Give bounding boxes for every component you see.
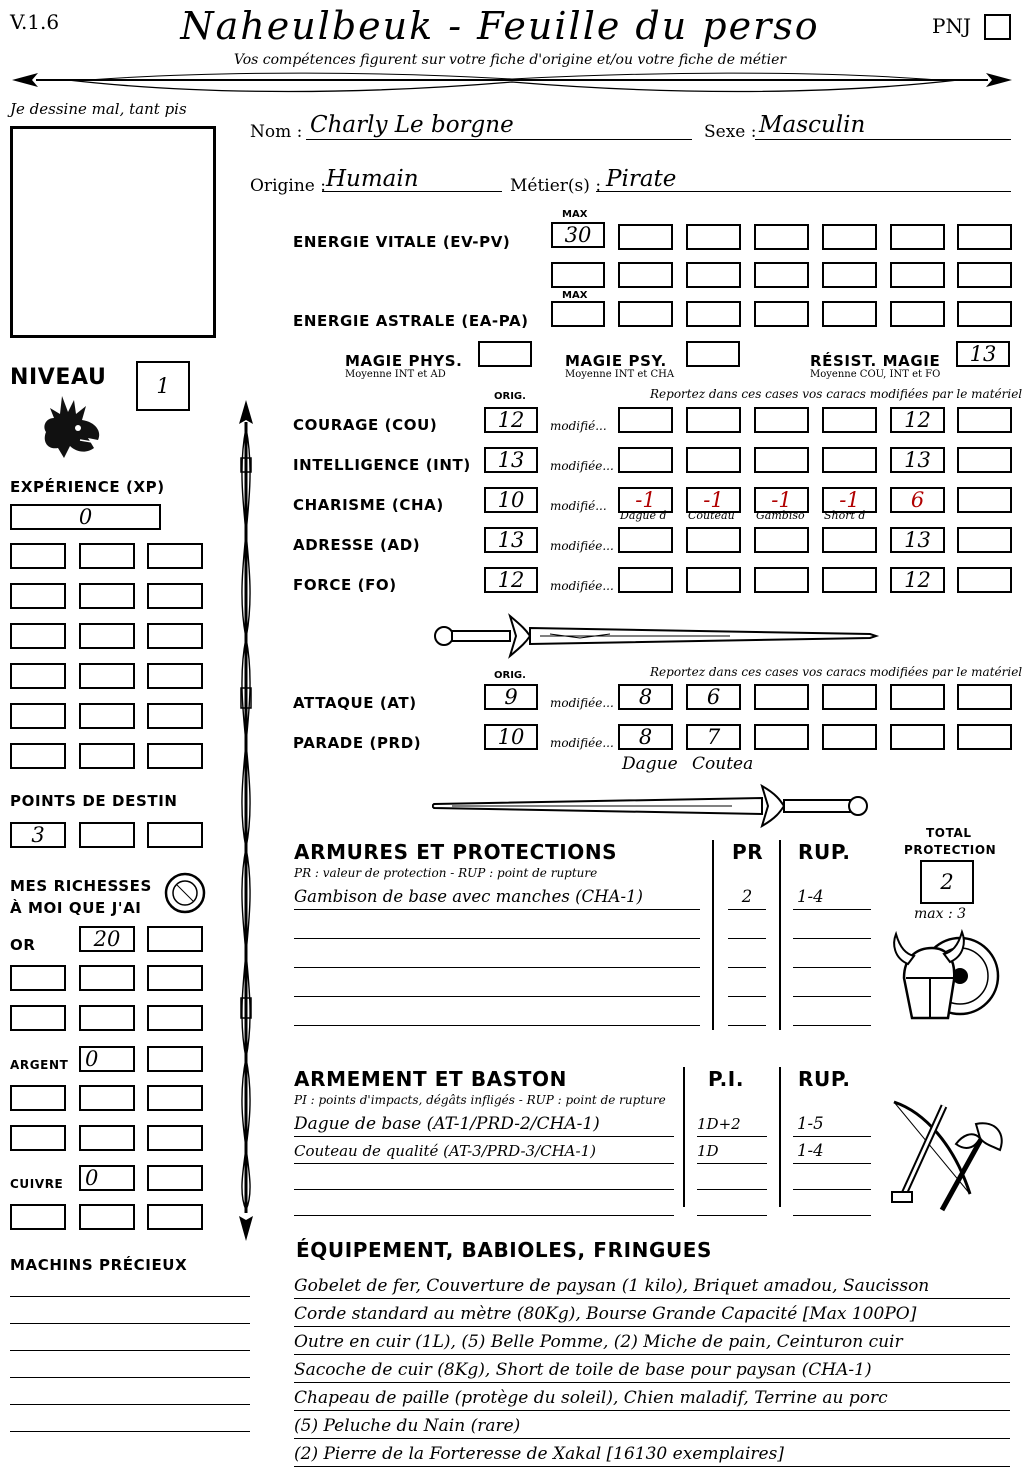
sexe-label: Sexe : <box>704 122 757 142</box>
or-cell[interactable] <box>10 1005 66 1031</box>
metier-field[interactable]: Pirate <box>596 166 1011 192</box>
cha-note: Couteau <box>688 509 735 522</box>
stat-cell[interactable] <box>957 487 1012 513</box>
stat-mod-label: modifié... <box>550 499 607 513</box>
version-label: V.1.6 <box>10 10 60 34</box>
combat-note: Coutea <box>692 754 754 774</box>
stat-label: ADRESSE (AD) <box>293 536 421 554</box>
stat-cell[interactable] <box>686 447 741 473</box>
or-label: OR <box>10 936 36 954</box>
ev-row1-cell[interactable] <box>618 224 673 250</box>
equipment-line[interactable]: Sacoche de cuir (8Kg), Short de toile de base pour paysan (CHA-1) <box>294 1359 1010 1383</box>
spear-icon <box>226 398 266 1243</box>
ev-row2-cell[interactable] <box>822 262 877 288</box>
stat-orig[interactable]: 13 <box>484 527 538 553</box>
xp-cell[interactable] <box>79 663 135 689</box>
xp-cell[interactable] <box>147 583 203 609</box>
combat-cell[interactable] <box>822 724 877 750</box>
weapon-item-rup[interactable] <box>793 1166 871 1190</box>
cuivre-cell[interactable] <box>147 1204 203 1230</box>
armor-item-name[interactable]: Gambison de base avec manches (CHA-1) <box>294 886 700 910</box>
weapon-item-pi[interactable]: 1D <box>697 1140 767 1164</box>
combat-cell[interactable] <box>890 724 945 750</box>
ev-row1-cell[interactable] <box>686 224 741 250</box>
pnj-checkbox[interactable] <box>984 14 1011 40</box>
magie-psy-value[interactable] <box>686 341 740 367</box>
stat-label: CHARISME (CHA) <box>293 496 444 514</box>
stat-cell[interactable] <box>618 447 673 473</box>
armor-item-rup[interactable] <box>793 1002 871 1026</box>
ea-label: ENERGIE ASTRALE (EA-PA) <box>293 312 529 330</box>
stat-mod-label: modifié... <box>550 419 607 433</box>
magie-phys-value[interactable] <box>478 341 532 367</box>
xp-cell[interactable] <box>147 703 203 729</box>
argent-cell[interactable] <box>147 1085 203 1111</box>
or-extra[interactable] <box>147 926 203 952</box>
armor-item-pr[interactable] <box>728 973 766 997</box>
combat-cell[interactable] <box>754 684 809 710</box>
armor-item-name[interactable] <box>294 973 700 997</box>
armor-item-rup[interactable]: 1-4 <box>793 886 871 910</box>
cuivre-extra[interactable] <box>147 1165 203 1191</box>
origine-label: Origine : <box>250 176 326 196</box>
sword-icon <box>432 780 872 832</box>
argent-cell[interactable] <box>10 1085 66 1111</box>
combat-cell[interactable] <box>890 684 945 710</box>
precious-line[interactable] <box>10 1350 250 1351</box>
stat-cell[interactable]: 13 <box>890 447 945 473</box>
ea-max-value[interactable] <box>551 301 605 327</box>
precious-line[interactable] <box>10 1431 250 1432</box>
destin-box-3[interactable] <box>147 822 203 848</box>
stat-label: COURAGE (COU) <box>293 416 438 434</box>
dragon-head-icon <box>40 392 106 464</box>
sexe-field[interactable]: Masculin <box>755 112 1011 140</box>
stat-mod-label: modifiée... <box>550 539 614 553</box>
combat-mod-label: modifiée... <box>550 736 614 750</box>
cha-note: Dague d <box>620 509 667 522</box>
sheet-subtitle: Vos compétences figurent sur votre fiche d'origine et/ou votre fiche de métier <box>233 52 787 68</box>
metier-label: Métier(s) : <box>510 176 602 196</box>
weapons-title: ARMEMENT ET BASTON <box>294 1067 567 1091</box>
weapons-divider-2 <box>779 1067 781 1207</box>
equipment-line[interactable]: Outre en cuir (1L), (5) Belle Pomme, (2) Miche de pain, Ceinturon cuir <box>294 1331 1010 1355</box>
combat-label: ATTAQUE (AT) <box>293 694 417 712</box>
weapon-item-pi[interactable] <box>697 1166 767 1190</box>
armor-title: ARMURES ET PROTECTIONS <box>294 840 618 864</box>
armor-rup-label: RUP. <box>798 840 851 864</box>
stat-cell[interactable]: -1 <box>754 487 809 513</box>
weapons-divider-1 <box>683 1067 685 1207</box>
ev-row2-cell[interactable] <box>890 262 945 288</box>
weapon-item-name[interactable] <box>294 1166 674 1190</box>
armor-item-name[interactable] <box>294 915 700 939</box>
cuivre-cell[interactable] <box>79 1204 135 1230</box>
or-cell[interactable] <box>147 965 203 991</box>
armor-item-pr[interactable] <box>728 915 766 939</box>
equipment-title: ÉQUIPEMENT, BABIOLES, FRINGUES <box>296 1238 713 1262</box>
ev-label: ENERGIE VITALE (EV-PV) <box>293 233 511 251</box>
armor-item-rup[interactable] <box>793 944 871 968</box>
resist-magie-sub: Moyenne COU, INT et FO <box>810 369 941 380</box>
stat-cell[interactable]: -1 <box>822 487 877 513</box>
equipment-line[interactable]: Chapeau de paille (protège du soleil), Chien maladif, Terrine au porc <box>294 1387 1010 1411</box>
cuivre-label: CUIVRE <box>10 1177 64 1191</box>
combat-orig[interactable]: 9 <box>484 684 538 710</box>
argent-cell[interactable] <box>79 1125 135 1151</box>
viking-helmet-shield-icon <box>888 928 1008 1028</box>
stats-report-note: Reportez dans ces cases vos caracs modifiées par le matériel <box>650 387 1023 401</box>
xp-cell[interactable] <box>10 743 66 769</box>
pnj-label: PNJ <box>932 14 971 38</box>
stat-cell[interactable]: 12 <box>890 407 945 433</box>
armor-divider-2 <box>779 840 781 1030</box>
combat-label: PARADE (PRD) <box>293 734 422 752</box>
combat-cell[interactable]: 7 <box>686 724 741 750</box>
cuivre-value[interactable]: 0 <box>79 1165 135 1191</box>
xp-cell[interactable] <box>79 543 135 569</box>
total-protection-value[interactable]: 2 <box>920 860 974 904</box>
nom-label: Nom : <box>250 122 303 142</box>
magie-psy-sub: Moyenne INT et CHA <box>565 369 675 380</box>
stat-cell[interactable]: 12 <box>890 567 945 593</box>
weapon-item-rup[interactable] <box>793 1192 871 1216</box>
cuivre-cell[interactable] <box>10 1204 66 1230</box>
cha-note: Short d <box>824 509 866 522</box>
equipment-line[interactable]: (5) Peluche du Nain (rare) <box>294 1415 1010 1439</box>
destin-label: POINTS DE DESTIN <box>10 792 178 810</box>
armor-item-rup[interactable] <box>793 973 871 997</box>
weapon-item-name[interactable]: Couteau de qualité (AT-3/PRD-3/CHA-1) <box>294 1140 674 1164</box>
armor-item-name[interactable] <box>294 944 700 968</box>
xp-label: EXPÉRIENCE (XP) <box>10 478 165 496</box>
ev-row2-cell[interactable] <box>618 262 673 288</box>
stat-mod-label: modifiée... <box>550 459 614 473</box>
magie-phys-sub: Moyenne INT et AD <box>345 369 446 380</box>
stat-cell[interactable] <box>822 447 877 473</box>
stat-cell[interactable] <box>754 567 809 593</box>
equipment-line[interactable]: Corde standard au mètre (80Kg), Bourse Grande Capacité [Max 100PO] <box>294 1303 1010 1327</box>
stat-orig[interactable]: 13 <box>484 447 538 473</box>
nom-field[interactable]: Charly Le borgne <box>306 112 692 140</box>
niveau-label: NIVEAU <box>10 365 107 390</box>
precious-line[interactable] <box>10 1377 250 1378</box>
or-cell[interactable] <box>79 1005 135 1031</box>
max-protection-note: max : 3 <box>914 906 967 922</box>
ev-row1-cell[interactable] <box>957 224 1012 250</box>
stat-cell[interactable] <box>754 447 809 473</box>
argent-cell[interactable] <box>147 1125 203 1151</box>
stat-orig[interactable]: 10 <box>484 487 538 513</box>
weapon-item-rup[interactable]: 1-4 <box>793 1140 871 1164</box>
ea-row-cell[interactable] <box>754 301 809 327</box>
or-cell[interactable] <box>147 1005 203 1031</box>
machins-precieux-label: MACHINS PRÉCIEUX <box>10 1256 188 1274</box>
stat-cell[interactable] <box>957 447 1012 473</box>
xp-cell[interactable] <box>10 703 66 729</box>
stat-cell[interactable] <box>957 527 1012 553</box>
ea-row-cell[interactable] <box>890 301 945 327</box>
xp-cell[interactable] <box>10 623 66 649</box>
stat-cell[interactable]: 6 <box>890 487 945 513</box>
ev-row2-cell[interactable] <box>754 262 809 288</box>
resist-magie-value[interactable]: 13 <box>956 341 1010 367</box>
or-value[interactable]: 20 <box>79 926 135 952</box>
weapon-item-pi[interactable]: 1D+2 <box>697 1113 767 1137</box>
xp-cell[interactable] <box>147 663 203 689</box>
ev-max-value[interactable]: 30 <box>551 222 605 248</box>
total-protection-label-1: TOTAL <box>926 826 972 840</box>
equipment-line[interactable]: (2) Pierre de la Forteresse de Xakal [16130 exemplaires] <box>294 1443 1010 1467</box>
xp-cell[interactable] <box>10 583 66 609</box>
ev-row2-cell[interactable] <box>686 262 741 288</box>
stat-cell[interactable]: -1 <box>686 487 741 513</box>
sheet-title: Naheulbeuk - Feuille du perso <box>180 4 820 48</box>
stat-label: INTELLIGENCE (INT) <box>293 456 471 474</box>
stats-orig-label: ORIG. <box>494 391 526 402</box>
argent-cell[interactable] <box>79 1085 135 1111</box>
stat-label: FORCE (FO) <box>293 576 397 594</box>
stat-cell[interactable] <box>686 567 741 593</box>
argent-cell[interactable] <box>10 1125 66 1151</box>
resist-magie-label: RÉSIST. MAGIE <box>810 352 941 370</box>
xp-cell[interactable] <box>79 583 135 609</box>
combat-mod-label: modifiée... <box>550 696 614 710</box>
combat-cell[interactable] <box>822 684 877 710</box>
stat-cell[interactable] <box>754 407 809 433</box>
stat-cell[interactable] <box>618 407 673 433</box>
portrait-box[interactable] <box>10 126 216 338</box>
xp-cell[interactable] <box>79 623 135 649</box>
ev-row2-cell[interactable] <box>551 262 605 288</box>
stat-mod-label: modifiée... <box>550 579 614 593</box>
stat-cell[interactable] <box>822 527 877 553</box>
ev-row1-cell[interactable] <box>822 224 877 250</box>
xp-cell[interactable] <box>147 623 203 649</box>
xp-cell[interactable] <box>79 703 135 729</box>
portrait-caption: Je dessine mal, tant pis <box>10 100 187 118</box>
stat-orig[interactable]: 12 <box>484 407 538 433</box>
weapons-rup-label: RUP. <box>798 1067 851 1091</box>
stat-cell[interactable] <box>822 407 877 433</box>
combat-cell[interactable]: 6 <box>686 684 741 710</box>
stat-cell[interactable] <box>822 567 877 593</box>
argent-extra[interactable] <box>147 1046 203 1072</box>
magie-psy-label: MAGIE PSY. <box>565 352 667 370</box>
crossed-weapons-icon <box>884 1094 1010 1218</box>
stat-orig[interactable]: 12 <box>484 567 538 593</box>
xp-cell[interactable] <box>79 743 135 769</box>
stat-cell[interactable] <box>686 407 741 433</box>
stat-cell[interactable] <box>618 567 673 593</box>
richesses-label-2: À MOI QUE J'AI <box>10 899 142 917</box>
ev-row1-cell[interactable] <box>890 224 945 250</box>
combat-cell[interactable] <box>957 724 1012 750</box>
argent-value[interactable]: 0 <box>79 1046 135 1072</box>
stat-cell[interactable] <box>618 527 673 553</box>
niveau-value[interactable]: 1 <box>136 361 190 411</box>
weapon-item-pi[interactable] <box>697 1192 767 1216</box>
destin-box-2[interactable] <box>79 822 135 848</box>
precious-line[interactable] <box>10 1323 250 1324</box>
combat-report-note: Reportez dans ces cases vos caracs modifiées par le matériel <box>650 665 1023 679</box>
xp-cell[interactable] <box>10 543 66 569</box>
precious-line[interactable] <box>10 1404 250 1405</box>
or-cell[interactable] <box>10 965 66 991</box>
xp-cell[interactable] <box>147 543 203 569</box>
weapons-note: PI : points d'impacts, dégâts infligés - RUP : point de rupture <box>294 1093 666 1107</box>
combat-orig[interactable]: 10 <box>484 724 538 750</box>
combat-note: Dague <box>622 754 678 774</box>
magie-phys-label: MAGIE PHYS. <box>345 352 463 370</box>
armor-item-pr[interactable]: 2 <box>728 886 766 910</box>
total-protection-label-2: PROTECTION <box>904 843 997 857</box>
stat-cell[interactable] <box>686 527 741 553</box>
weapon-item-name[interactable] <box>294 1192 674 1216</box>
armor-item-pr[interactable] <box>728 944 766 968</box>
stat-cell[interactable]: 13 <box>890 527 945 553</box>
equipment-line[interactable]: Gobelet de fer, Couverture de paysan (1 kilo), Briquet amadou, Saucisson <box>294 1275 1010 1299</box>
combat-cell[interactable] <box>754 724 809 750</box>
combat-cell[interactable]: 8 <box>618 684 673 710</box>
xp-cell[interactable] <box>147 743 203 769</box>
stat-cell[interactable]: -1 <box>618 487 673 513</box>
coin-icon <box>163 871 207 915</box>
richesses-label-1: MES RICHESSES <box>10 877 152 895</box>
cha-note: Gambiso <box>756 509 805 522</box>
weapons-pi-label: P.I. <box>708 1067 745 1091</box>
ea-row-cell[interactable] <box>618 301 673 327</box>
ev-row2-cell[interactable] <box>957 262 1012 288</box>
xp-cell[interactable] <box>10 663 66 689</box>
armor-divider-1 <box>712 840 714 1030</box>
stat-cell[interactable] <box>957 567 1012 593</box>
combat-orig-label: ORIG. <box>494 670 526 681</box>
sword-icon <box>430 612 880 660</box>
xp-value[interactable]: 0 <box>10 504 161 530</box>
ea-row-cell[interactable] <box>822 301 877 327</box>
or-cell[interactable] <box>79 965 135 991</box>
armor-item-pr[interactable] <box>728 1002 766 1026</box>
weapon-item-name[interactable]: Dague de base (AT-1/PRD-2/CHA-1) <box>294 1113 674 1137</box>
armor-item-name[interactable] <box>294 1002 700 1026</box>
ev-row1-cell[interactable] <box>754 224 809 250</box>
ev-max-label: MAX <box>562 209 588 220</box>
ea-max-label: MAX <box>562 290 588 301</box>
origine-field[interactable]: Humain <box>322 166 502 192</box>
stat-cell[interactable] <box>957 407 1012 433</box>
combat-cell[interactable]: 8 <box>618 724 673 750</box>
weapon-item-rup[interactable]: 1-5 <box>793 1113 871 1137</box>
header-spear-ornament <box>8 68 1016 94</box>
armor-item-rup[interactable] <box>793 915 871 939</box>
destin-box-1[interactable]: 3 <box>10 822 66 848</box>
stat-cell[interactable] <box>754 527 809 553</box>
precious-line[interactable] <box>10 1296 250 1297</box>
ea-row-cell[interactable] <box>957 301 1012 327</box>
argent-label: ARGENT <box>10 1058 69 1072</box>
armor-note: PR : valeur de protection - RUP : point de rupture <box>294 866 598 880</box>
ea-row-cell[interactable] <box>686 301 741 327</box>
armor-pr-label: PR <box>732 840 764 864</box>
combat-cell[interactable] <box>957 684 1012 710</box>
